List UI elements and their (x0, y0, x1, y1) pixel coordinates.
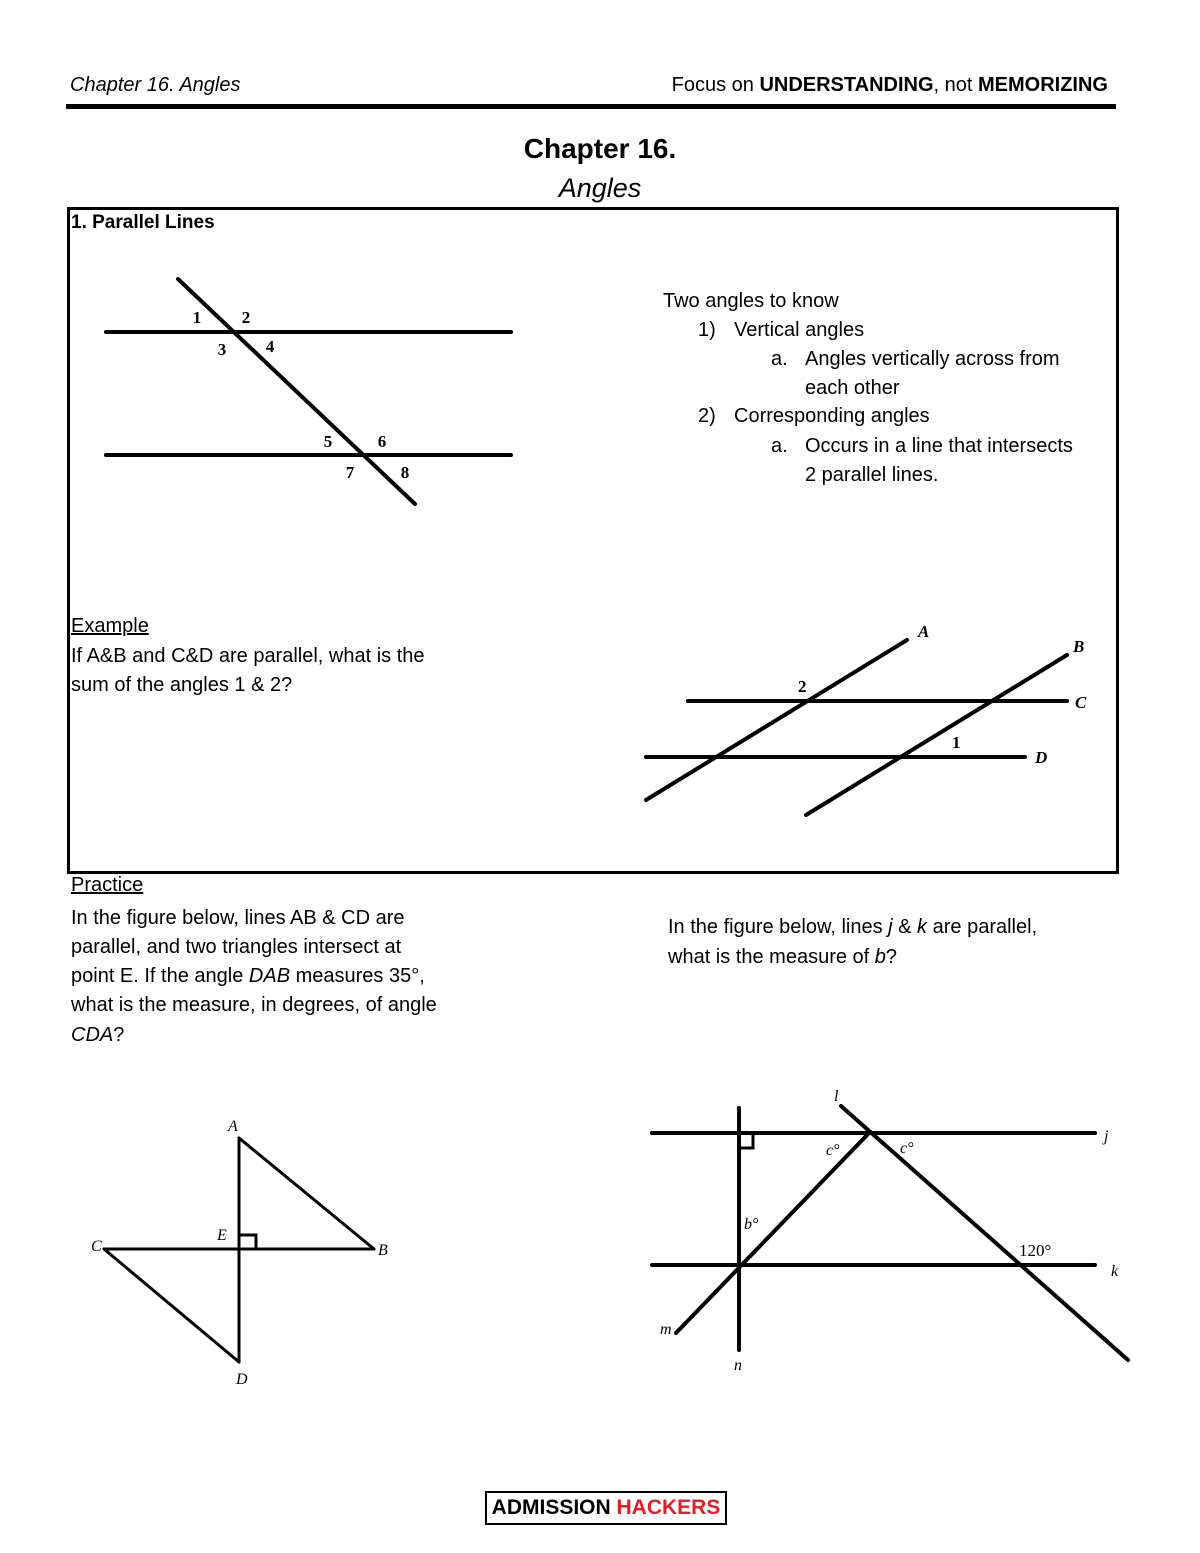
angle-label-7: 7 (345, 463, 355, 482)
angle-label-3: 3 (217, 340, 227, 359)
tri-label-B: B (378, 1242, 388, 1259)
q2-line1-a: In the figure below, lines (668, 916, 889, 938)
q2-line1 (668, 913, 1037, 942)
section-heading: 1. Parallel Lines (71, 212, 215, 233)
q1-line2: parallel, and two triangles intersect at (71, 936, 402, 958)
angle-label-4: 4 (265, 337, 275, 356)
q1-line3 (71, 962, 425, 991)
angle-label-2: 2 (241, 308, 251, 327)
notes-item1-num: 1) (698, 319, 716, 341)
practice-heading: Practice (71, 874, 144, 896)
angle-label-8: 8 (400, 463, 410, 482)
label-120: 120° (1019, 1241, 1052, 1260)
label-A: A (918, 622, 930, 641)
notes-item1a-line1: Angles vertically across from (805, 348, 1060, 370)
line-m (676, 1133, 869, 1333)
label-n: n (734, 1357, 742, 1374)
q1-line5 (71, 1021, 124, 1050)
example-angle-1: 1 (952, 733, 961, 752)
example-line1: If A&B and C&D are parallel, what is the (71, 645, 425, 667)
label-c-left: c° (826, 1142, 840, 1159)
example-line2: sum of the angles 1 & 2? (71, 674, 293, 696)
q2-line2-a: what is the measure of (668, 946, 875, 968)
page-subtitle: Angles (558, 173, 642, 203)
admission-hackers-logo (485, 1491, 727, 1525)
figure-transversal (106, 279, 511, 504)
label-c-right: c° (900, 1140, 914, 1157)
right-angle-mark-E (239, 1235, 256, 1249)
notes-item2a-line1: Occurs in a line that intersects (805, 435, 1073, 457)
header-chapter-label: Chapter 16. Angles (70, 74, 241, 96)
angle-label-1: 1 (192, 308, 202, 327)
q2-line2-b: b (874, 946, 886, 968)
notes-item2: Corresponding angles (734, 405, 930, 427)
q1-line4: what is the measure, in degrees, of angle (71, 994, 437, 1016)
q1-line3-b: measures 35°, (290, 965, 425, 987)
q2-line1-b: & (892, 916, 918, 938)
figure-parallel-jk (652, 1106, 1128, 1360)
figure-example (646, 640, 1067, 815)
logo-part1: ADMISSION (491, 1496, 617, 1519)
page-title: Chapter 16. (523, 133, 677, 164)
notes-item2a-line2: 2 parallel lines. (805, 464, 939, 486)
q1-line5-italic: CDA (71, 1024, 114, 1046)
example-angle-2: 2 (798, 677, 807, 696)
label-l: l (834, 1088, 839, 1105)
figure-triangles (104, 1138, 374, 1362)
q1-line3-a: point E. If the angle (71, 965, 249, 987)
notes-item2a-letter: a. (771, 435, 788, 457)
label-B: B (1073, 637, 1085, 656)
segment-AB (239, 1138, 374, 1249)
q1-line1: In the figure below, lines AB & CD are (71, 907, 405, 929)
segment-CD (104, 1249, 239, 1362)
q1-line3-italic: DAB (248, 965, 291, 987)
notes-item1a-line2: each other (805, 377, 900, 399)
label-m: m (660, 1321, 672, 1338)
q2-line1-j: j (888, 916, 893, 938)
label-j: j (1104, 1128, 1109, 1145)
label-C: C (1075, 693, 1087, 712)
tri-label-E: E (217, 1227, 227, 1244)
tri-label-C: C (91, 1238, 102, 1255)
right-angle-mark-jn (739, 1133, 753, 1148)
q1-line5-b: ? (113, 1024, 125, 1046)
motto-prefix: Focus on (671, 74, 760, 96)
transversal-line (178, 279, 415, 504)
label-k: k (1111, 1263, 1119, 1280)
q2-line2 (668, 943, 897, 972)
label-D: D (1035, 748, 1048, 767)
angle-label-6: 6 (377, 432, 387, 451)
q2-line1-k: k (917, 916, 928, 938)
notes-intro: Two angles to know (663, 290, 839, 312)
notes-item1: Vertical angles (734, 319, 865, 341)
notes-item1a-letter: a. (771, 348, 788, 370)
example-heading: Example (71, 615, 149, 637)
logo-part2: HACKERS (616, 1496, 721, 1519)
tri-label-A: A (228, 1118, 238, 1135)
tri-label-D: D (236, 1371, 248, 1388)
motto-bold-2: MEMORIZING (978, 74, 1108, 96)
label-b: b° (744, 1216, 759, 1233)
q2-line1-c: are parallel, (927, 916, 1038, 938)
q2-line2-c: ? (885, 946, 898, 968)
motto-mid: , not (933, 74, 978, 96)
angle-label-5: 5 (323, 432, 333, 451)
motto-bold-1: UNDERSTANDING (759, 74, 934, 96)
notes-item2-num: 2) (698, 405, 716, 427)
line-l (841, 1106, 1128, 1360)
